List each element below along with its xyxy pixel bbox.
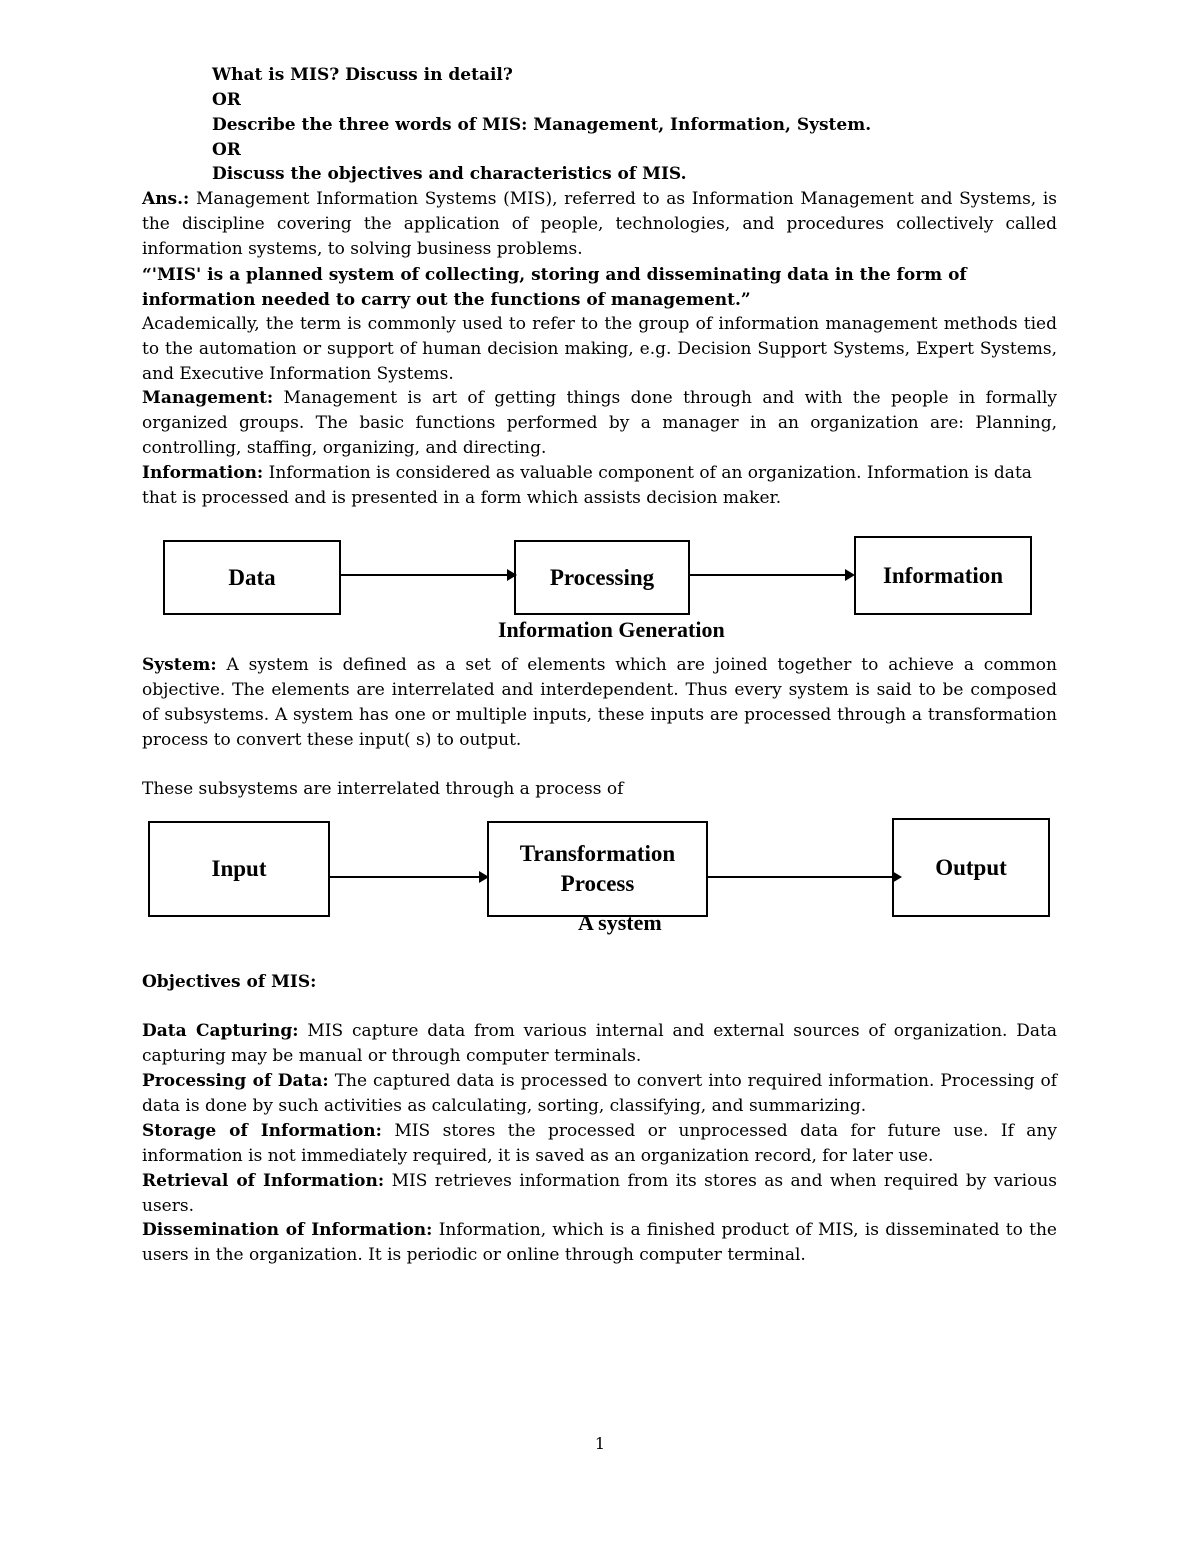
answer-text: Management Information Systems (MIS), referred to as Information Management and Systems, is the discipline covering the application of people, technologies, and procedures collectively called information systems, to solving business problems.	[142, 189, 1057, 259]
objective-item	[142, 1218, 1057, 1268]
page-number: 1	[594, 1434, 606, 1453]
answer-label: Ans.:	[142, 189, 190, 209]
system-paragraph	[142, 653, 1057, 753]
objective-text: The captured data is processed to convert into required information. Processing of data is done by such activities as calculating, sorting, classifying, and summarizing.	[142, 1071, 1057, 1116]
objective-item	[142, 1019, 1057, 1069]
information-text-line1: Information is considered as valuable component of an organization. Information is data	[263, 463, 1032, 483]
information-paragraph	[142, 461, 1057, 511]
objective-text: Information, which is a finished product of MIS, is disseminated to the users in the organization. It is periodic or online through computer terminal.	[142, 1220, 1057, 1265]
objectives-heading: Objectives of MIS:	[142, 972, 317, 992]
information-box: Information	[854, 536, 1032, 615]
arrow-right-icon	[708, 876, 900, 878]
objective-label: Dissemination of Information:	[142, 1220, 433, 1240]
system-label: System:	[142, 655, 217, 675]
input-box: Input	[148, 821, 330, 917]
question-title: What is MIS? Discuss in detail?	[212, 65, 513, 85]
arrow-right-icon	[690, 574, 853, 576]
management-label: Management:	[142, 388, 274, 408]
information-text-line2: that is processed and is presented in a form which assists decision maker.	[142, 488, 782, 508]
output-box: Output	[892, 818, 1050, 917]
management-paragraph	[142, 386, 1057, 461]
subsystems-paragraph: These subsystems are interrelated through a process of	[142, 779, 624, 799]
objective-label: Data Capturing:	[142, 1021, 299, 1041]
objective-item	[142, 1119, 1057, 1169]
arrow-right-icon	[330, 876, 487, 878]
arrow-right-icon	[341, 574, 515, 576]
information-label: Information:	[142, 463, 264, 483]
or-separator: OR	[212, 140, 241, 160]
academic-paragraph: Academically, the term is commonly used to refer to the group of information management methods tied to the automation or support of human decision making, e.g. Decision Support Systems, Expert Systems, and Executive Information Systems.	[142, 314, 1057, 384]
objective-text: MIS retrieves information from its stores as and when required by various users.	[142, 1171, 1058, 1216]
question-alt-2: Discuss the objectives and characteristics of MIS.	[212, 164, 687, 184]
objective-label: Retrieval of Information:	[142, 1171, 385, 1191]
definition-quote: “'MIS' is a planned system of collecting, storing and disseminating data in the form of information needed to carry out the functions of management.”	[142, 265, 967, 310]
processing-box: Processing	[514, 540, 690, 615]
objective-text: MIS stores the processed or unprocessed data for future use. If any information is not immediately required, it is saved as an organization record, for later use.	[142, 1121, 1057, 1166]
or-separator: OR	[212, 90, 241, 110]
transformation-process-box: Transformation Process	[487, 821, 708, 917]
system-text: A system is defined as a set of elements which are joined together to achieve a common objective. The elements are interrelated and interdependent. Thus every system is said to be composed of subsystems. A system has one or multiple inputs, these inputs are processed through a transformation process to convert these input( s) to output.	[142, 655, 1057, 750]
answer-paragraph	[142, 187, 1057, 262]
objective-text: MIS capture data from various internal and external sources of organization. Data capturing may be manual or through computer terminals.	[142, 1021, 1058, 1066]
objective-label: Processing of Data:	[142, 1071, 329, 1091]
diagram-caption: Information Generation	[498, 617, 725, 642]
objective-item	[142, 1069, 1057, 1119]
objective-item	[142, 1169, 1057, 1219]
objective-label: Storage of Information:	[142, 1121, 382, 1141]
question-alt-1: Describe the three words of MIS: Management, Information, System.	[212, 115, 872, 135]
diagram-caption: A system	[578, 910, 662, 935]
data-box: Data	[163, 540, 341, 615]
management-text: Management is art of getting things done through and with the people in formally organized groups. The basic functions performed by a manager in an organization are: Planning, controlling, staffing, organizing, and directing.	[142, 388, 1057, 458]
